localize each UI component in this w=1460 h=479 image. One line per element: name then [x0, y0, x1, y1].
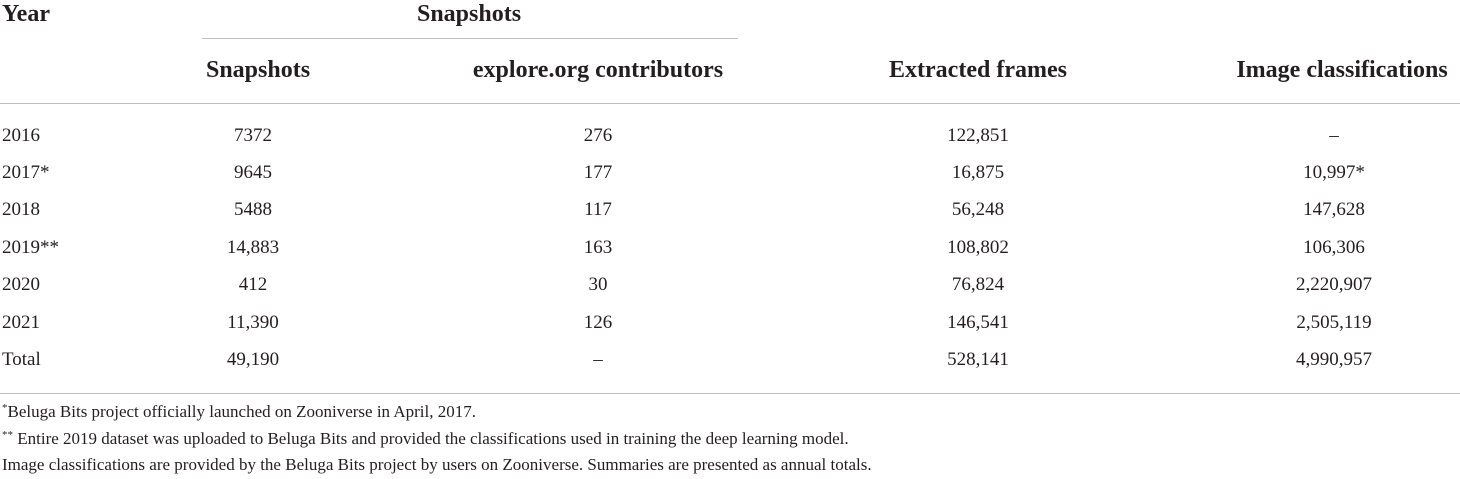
cell-year: Total [2, 349, 41, 370]
cell-contributors: – [593, 349, 603, 370]
cell-extracted-frames: 146,541 [947, 312, 1009, 333]
cell-image-classifications: – [1329, 125, 1339, 146]
cell-year: 2017* [2, 162, 50, 183]
footnote-1 [2, 401, 476, 423]
footnote-1-text: Beluga Bits project officially launched on Zooniverse in April, 2017. [7, 402, 477, 421]
cell-year: 2018 [2, 199, 40, 220]
cell-snapshots: 14,883 [226, 237, 280, 258]
footnote-2-text: Entire 2019 dataset was uploaded to Beluga Bits and provided the classifications used in training the deep learning model. [13, 429, 849, 448]
footnote-1-mark: * [2, 402, 8, 414]
cell-image-classifications: 147,628 [1303, 199, 1365, 220]
cell-year: 2016 [2, 125, 40, 146]
header-year: Year [2, 1, 50, 27]
header-snapshots: Snapshots [205, 57, 311, 83]
cell-image-classifications: 2,220,907 [1296, 274, 1372, 295]
cell-year: 2020 [2, 274, 40, 295]
header-contributors: explore.org contributors [472, 57, 724, 83]
cell-extracted-frames: 16,875 [951, 162, 1005, 183]
cell-snapshots: 49,190 [226, 349, 280, 370]
cell-extracted-frames: 122,851 [947, 125, 1009, 146]
cell-image-classifications: 106,306 [1303, 237, 1365, 258]
cell-snapshots: 412 [238, 274, 268, 295]
cell-year: 2019** [2, 237, 59, 258]
cell-image-classifications: 4,990,957 [1296, 349, 1372, 370]
cell-image-classifications: 10,997* [1303, 162, 1365, 183]
cell-extracted-frames: 528,141 [947, 349, 1009, 370]
cell-contributors: 276 [583, 125, 613, 146]
header-extracted-frames: Extracted frames [889, 57, 1067, 83]
cell-contributors: 117 [584, 199, 612, 220]
footnote-2-mark: ** [2, 429, 13, 441]
cell-contributors: 163 [583, 237, 613, 258]
cell-extracted-frames: 56,248 [951, 199, 1005, 220]
header-group-rule [202, 38, 738, 39]
cell-image-classifications: 2,505,119 [1296, 312, 1372, 333]
cell-contributors: 126 [583, 312, 613, 333]
cell-contributors: 30 [588, 274, 608, 295]
cell-year: 2021 [2, 312, 40, 333]
cell-contributors: 177 [583, 162, 613, 183]
cell-snapshots: 9645 [234, 162, 272, 183]
cell-snapshots: 7372 [234, 125, 272, 146]
footnote-2 [2, 428, 849, 450]
table-bottom-rule [0, 393, 1460, 394]
cell-snapshots: 5488 [234, 199, 272, 220]
header-image-classifications: Image classifications [1236, 57, 1448, 83]
header-snapshots-group: Snapshots [416, 1, 522, 27]
header-bottom-rule [0, 103, 1460, 104]
cell-extracted-frames: 76,824 [951, 274, 1005, 295]
cell-snapshots: 11,390 [227, 312, 279, 333]
footnote-3: Image classifications are provided by the Beluga Bits project by users on Zooniverse. Summaries are presented as annual totals. [2, 455, 872, 474]
cell-extracted-frames: 108,802 [947, 237, 1009, 258]
